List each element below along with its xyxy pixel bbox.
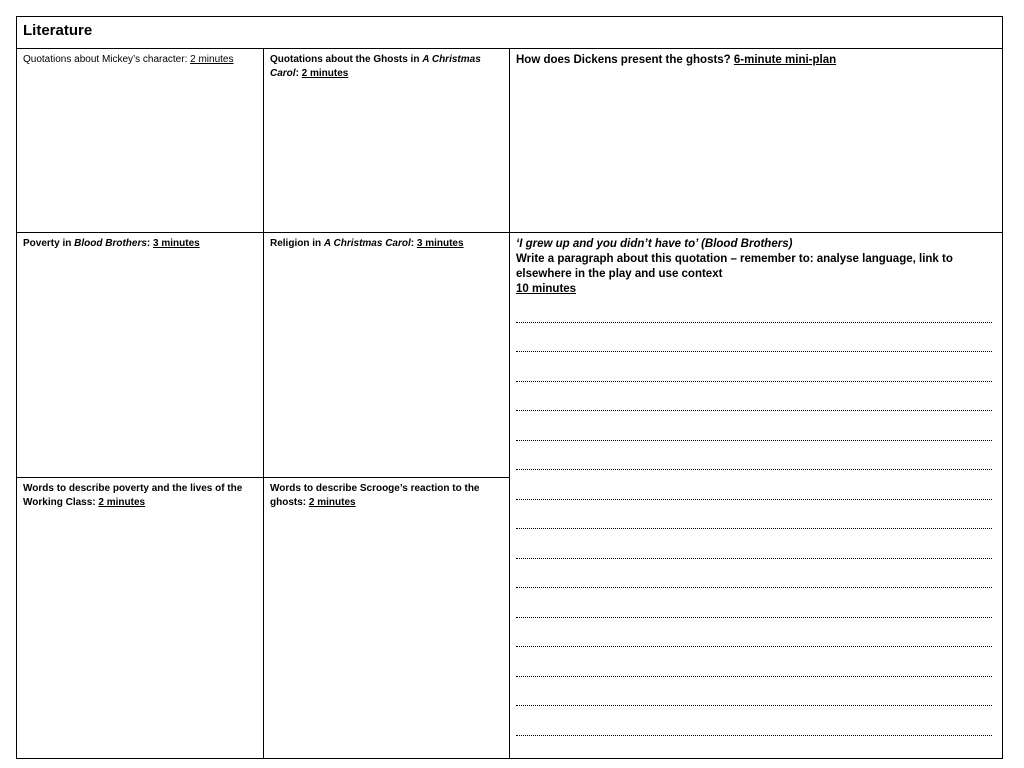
mickey-prompt: Quotations about Mickey’s character: bbox=[23, 54, 191, 65]
poverty-prompt: Poverty in bbox=[23, 238, 75, 249]
words-poverty-prompt: Words to describe poverty and the lives of the Working Class: bbox=[23, 483, 243, 508]
dotted-writing-line[interactable] bbox=[516, 388, 992, 418]
dotted-rule bbox=[516, 351, 992, 352]
dotted-rule bbox=[516, 499, 992, 500]
words-scrooge-prompt: Words to describe Scrooge’s reaction to the ghosts: bbox=[270, 483, 480, 508]
religion-work: A Christmas Carol bbox=[323, 238, 411, 249]
dotted-rule bbox=[516, 676, 992, 677]
dotted-rule bbox=[516, 322, 992, 323]
dotted-rule bbox=[516, 646, 992, 647]
dickens-question: How does Dickens present the ghosts? bbox=[516, 54, 734, 66]
dotted-writing-line[interactable] bbox=[516, 358, 992, 388]
dotted-writing-line[interactable] bbox=[516, 683, 992, 713]
quotation-instruction: Write a paragraph about this quotation – remember to: analyse language, link to elsewhere in the play and use context bbox=[516, 253, 953, 280]
cell-mickey-quotations[interactable] bbox=[17, 49, 263, 232]
religion-time: 3 minutes bbox=[416, 238, 464, 249]
cell-ghost-quotations[interactable] bbox=[264, 49, 509, 232]
dotted-rule bbox=[516, 381, 992, 382]
ghosts-work: A Christmas Carol bbox=[270, 54, 481, 79]
dotted-rule bbox=[516, 440, 992, 441]
cell-words-scrooge[interactable] bbox=[264, 478, 509, 759]
dotted-rule bbox=[516, 617, 992, 618]
dotted-rule bbox=[516, 587, 992, 588]
poverty-time: 3 minutes bbox=[153, 238, 200, 249]
dotted-writing-line[interactable] bbox=[516, 594, 992, 624]
dotted-rule bbox=[516, 735, 992, 736]
dotted-writing-line[interactable] bbox=[516, 535, 992, 565]
dotted-writing-line[interactable] bbox=[516, 624, 992, 654]
dotted-rule bbox=[516, 469, 992, 470]
dotted-rule bbox=[516, 705, 992, 706]
dotted-rule bbox=[516, 558, 992, 559]
dotted-writing-line[interactable] bbox=[516, 329, 992, 359]
dotted-writing-line[interactable] bbox=[516, 299, 992, 329]
poverty-separator: : bbox=[146, 238, 154, 249]
dotted-writing-line[interactable] bbox=[516, 565, 992, 595]
poverty-work: Blood Brothers bbox=[74, 238, 147, 249]
religion-prompt: Religion in bbox=[270, 238, 324, 249]
cell-quotation-paragraph[interactable] bbox=[510, 233, 1002, 759]
dotted-writing-line[interactable] bbox=[516, 653, 992, 683]
cell-religion[interactable] bbox=[264, 233, 509, 477]
dotted-writing-line[interactable] bbox=[516, 712, 992, 742]
quotation-time: 10 minutes bbox=[516, 283, 577, 295]
worksheet-title: Literature bbox=[23, 22, 93, 39]
cell-poverty[interactable] bbox=[17, 233, 263, 477]
cell-dickens-plan[interactable] bbox=[510, 49, 1002, 232]
ghosts-time: 2 minutes bbox=[301, 68, 349, 79]
religion-separator: : bbox=[410, 238, 417, 249]
dotted-writing-line[interactable] bbox=[516, 417, 992, 447]
title-row bbox=[17, 17, 1002, 49]
dotted-writing-line[interactable] bbox=[516, 447, 992, 477]
words-scrooge-time: 2 minutes bbox=[308, 497, 356, 508]
dickens-time: 6-minute mini-plan bbox=[733, 54, 837, 66]
mickey-time: 2 minutes bbox=[190, 54, 234, 65]
dotted-rule bbox=[516, 528, 992, 529]
worksheet-table bbox=[16, 16, 1003, 759]
ghosts-separator: : bbox=[295, 68, 302, 79]
dotted-writing-line[interactable] bbox=[516, 476, 992, 506]
cell-words-poverty[interactable] bbox=[17, 478, 263, 759]
dotted-writing-line[interactable] bbox=[516, 506, 992, 536]
ghosts-prompt: Quotations about the Ghosts in bbox=[270, 54, 423, 65]
words-poverty-time: 2 minutes bbox=[98, 497, 146, 508]
writing-lines[interactable] bbox=[516, 299, 992, 742]
dotted-rule bbox=[516, 410, 992, 411]
quotation-text: ‘I grew up and you didn’t have to’ (Blood Brothers) bbox=[516, 238, 793, 250]
